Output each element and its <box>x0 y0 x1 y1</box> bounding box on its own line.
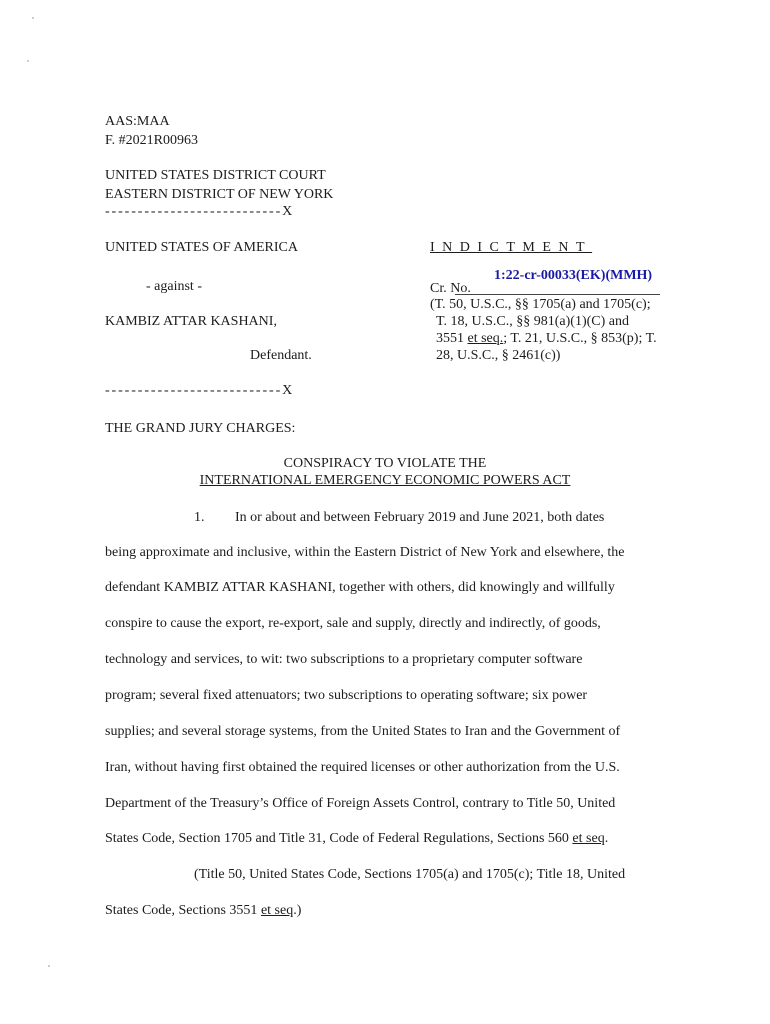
paragraph-line: Department of the Treasury’s Office of Foreign Assets Control, contrary to Title 50, United <box>105 796 616 811</box>
statute-line1: (T. 50, U.S.C., §§ 1705(a) and 1705(c); <box>430 297 651 312</box>
against-label: - against - <box>146 279 202 294</box>
scan-speck <box>27 60 29 62</box>
court-name-line2: EASTERN DISTRICT OF NEW YORK <box>105 187 334 202</box>
charges-intro: THE GRAND JURY CHARGES: <box>105 421 296 436</box>
file-number: F. #2021R00963 <box>105 133 199 148</box>
et-seq: et seq <box>260 903 294 918</box>
scan-speck <box>48 965 50 967</box>
paragraph-line: Iran, without having first obtained the required licenses or other authorization from the U.S. <box>105 760 620 775</box>
citation-line1: (Title 50, United States Code, Sections 1705(a) and 1705(c); Title 18, United <box>194 867 626 882</box>
defendant-name: KAMBIZ ATTAR KASHANI, <box>105 314 277 329</box>
statute-line4: 28, U.S.C., § 2461(c)) <box>436 348 561 363</box>
paragraph-number: 1. <box>194 510 205 525</box>
court-name-line1: UNITED STATES DISTRICT COURT <box>105 168 326 183</box>
section-heading-line1: CONSPIRACY TO VIOLATE THE <box>283 456 487 471</box>
caption-separator-bottom: ---------------------------X <box>105 383 295 398</box>
citation-line2: States Code, Sections 3551 et seq.) <box>105 903 302 918</box>
document-title: INDICTMENT <box>430 240 593 255</box>
defendant-label: Defendant. <box>250 348 312 363</box>
paragraph-line: being approximate and inclusive, within the Eastern District of New York and elsewhere, the <box>105 545 625 560</box>
et-seq: et seq <box>572 831 605 846</box>
section-heading-line2: INTERNATIONAL EMERGENCY ECONOMIC POWERS ACT <box>199 473 571 488</box>
paragraph-line: In or about and between February 2019 and June 2021, both dates <box>235 510 605 525</box>
paragraph-line: defendant KAMBIZ ATTAR KASHANI, together with others, did knowingly and willfully <box>105 580 615 595</box>
paragraph-line: conspire to cause the export, re-export, sale and supply, directly and indirectly, of goods, <box>105 616 601 631</box>
paragraph-line: technology and services, to wit: two subscriptions to a proprietary computer software <box>105 652 583 667</box>
paragraph-line: supplies; and several storage systems, from the United States to Iran and the Government of <box>105 724 621 739</box>
statute-line3: 3551 et seq.; T. 21, U.S.C., § 853(p); T. <box>436 331 657 346</box>
case-number: 1:22-cr-00033(EK)(MMH) <box>494 268 653 283</box>
case-number-label: Cr. No. <box>430 281 471 296</box>
caption-separator-top: ---------------------------X <box>105 204 295 219</box>
paragraph-line-last: States Code, Section 1705 and Title 31, Code of Federal Regulations, Sections 560 et seq. <box>105 831 609 846</box>
paragraph-line: program; several fixed attenuators; two subscriptions to operating software; six power <box>105 688 588 703</box>
scan-speck <box>32 17 34 19</box>
plaintiff-name: UNITED STATES OF AMERICA <box>105 240 298 255</box>
case-number-underline <box>455 294 660 295</box>
statute-line2: T. 18, U.S.C., §§ 981(a)(1)(C) and <box>436 314 629 329</box>
attorney-initials: AAS:MAA <box>105 114 170 129</box>
